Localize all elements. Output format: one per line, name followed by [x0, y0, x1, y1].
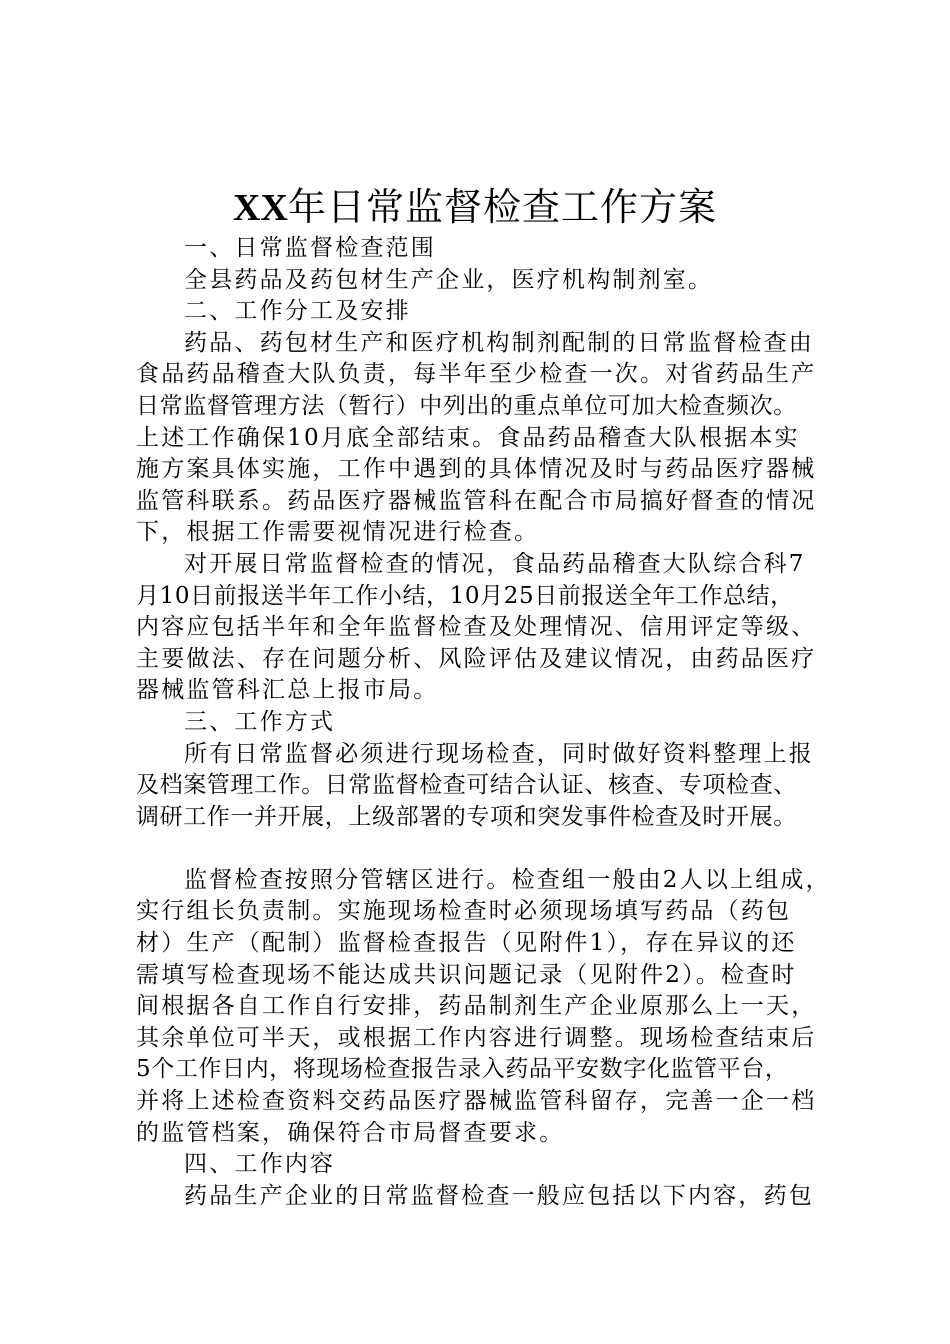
- document-body: [136, 233, 836, 1212]
- paragraph-line: 调研工作一并开展，上级部署的专项和突发事件检查及时开展。: [136, 803, 797, 830]
- paragraph-line: 施方案具体实施，工作中遇到的具体情况及时与药品医疗器械: [136, 456, 817, 483]
- paragraph-line: 月10日前报送半年工作小结，10月25日前报送全年工作总结，: [136, 582, 794, 609]
- paragraph-line: 所有日常监督必须进行现场检查，同时做好资料整理上报: [184, 740, 814, 767]
- title-rest: 年日常监督检查工作方案: [287, 185, 717, 229]
- heading-1: 一、日常监督检查范围: [184, 235, 436, 261]
- paragraph-line: 需填写检查现场不能达成共识问题记录（见附件2）。检查时: [136, 961, 797, 988]
- paragraph-line: 食品药品稽查大队负责，每半年至少检查一次。对省药品生产: [136, 361, 817, 388]
- paragraph-line: 日常监督管理方法（暂行）中列出的重点单位可加大检查频次。: [136, 392, 797, 419]
- paragraph-line: 其余单位可半天，或根据工作内容进行调整。现场检查结束后: [136, 1024, 817, 1051]
- paragraph-line: 监管科联系。药品医疗器械监管科在配合市局搞好督查的情况: [136, 487, 817, 514]
- paragraph-line: 间根据各自工作自行安排，药品制剂生产企业原那么上一天，: [136, 993, 817, 1020]
- paragraph-line: 并将上述检查资料交药品医疗器械监管科留存，完善一企一档: [136, 1088, 817, 1115]
- paragraph-line: 药品、药包材生产和医疗机构制剂配制的日常监督检查由: [184, 329, 814, 356]
- title-prefix: XX: [233, 187, 288, 229]
- paragraph-line: 监督检查按照分管辖区进行。检查组一般由2人以上组成，: [184, 866, 831, 893]
- paragraph-gap: [136, 833, 836, 865]
- heading-2: 二、工作分工及安排: [184, 298, 411, 325]
- paragraph-line: 药品生产企业的日常监督检查一般应包括以下内容，药包: [184, 1182, 814, 1209]
- paragraph-line: 器械监管科汇总上报市局。: [136, 677, 439, 704]
- paragraph-line: 全县药品及药包材生产企业，医疗机构制剂室。: [184, 266, 714, 293]
- paragraph-line: 内容应包括半年和全年监督检查及处理情况、信用评定等级、: [136, 614, 817, 641]
- heading-4: 四、工作内容: [184, 1151, 336, 1178]
- document-title: [0, 182, 950, 233]
- paragraph-line: 下，根据工作需要视情况进行检查。: [136, 519, 540, 546]
- paragraph-line: 对开展日常监督检查的情况，食品药品稽查大队综合科7: [184, 550, 806, 577]
- heading-3: 三、工作方式: [184, 708, 336, 735]
- paragraph-line: 的监管档案，确保符合市局督查要求。: [136, 1119, 565, 1146]
- paragraph-line: 及档案管理工作。日常监督检查可结合认证、核查、专项检查、: [136, 772, 797, 799]
- paragraph-line: 主要做法、存在问题分析、风险评估及建议情况，由药品医疗: [136, 645, 817, 672]
- paragraph-line: 5个工作日内，将现场检查报告录入药品平安数字化监管平台，: [136, 1056, 789, 1083]
- paragraph-line: 材）生产（配制）监督检查报告（见附件1），存在异议的还: [136, 930, 797, 957]
- paragraph-line: 实行组长负责制。实施现场检查时必须现场填写药品（药包: [136, 898, 792, 925]
- paragraph-line: 上述工作确保10月底全部结束。食品药品稽查大队根据本实: [136, 424, 800, 451]
